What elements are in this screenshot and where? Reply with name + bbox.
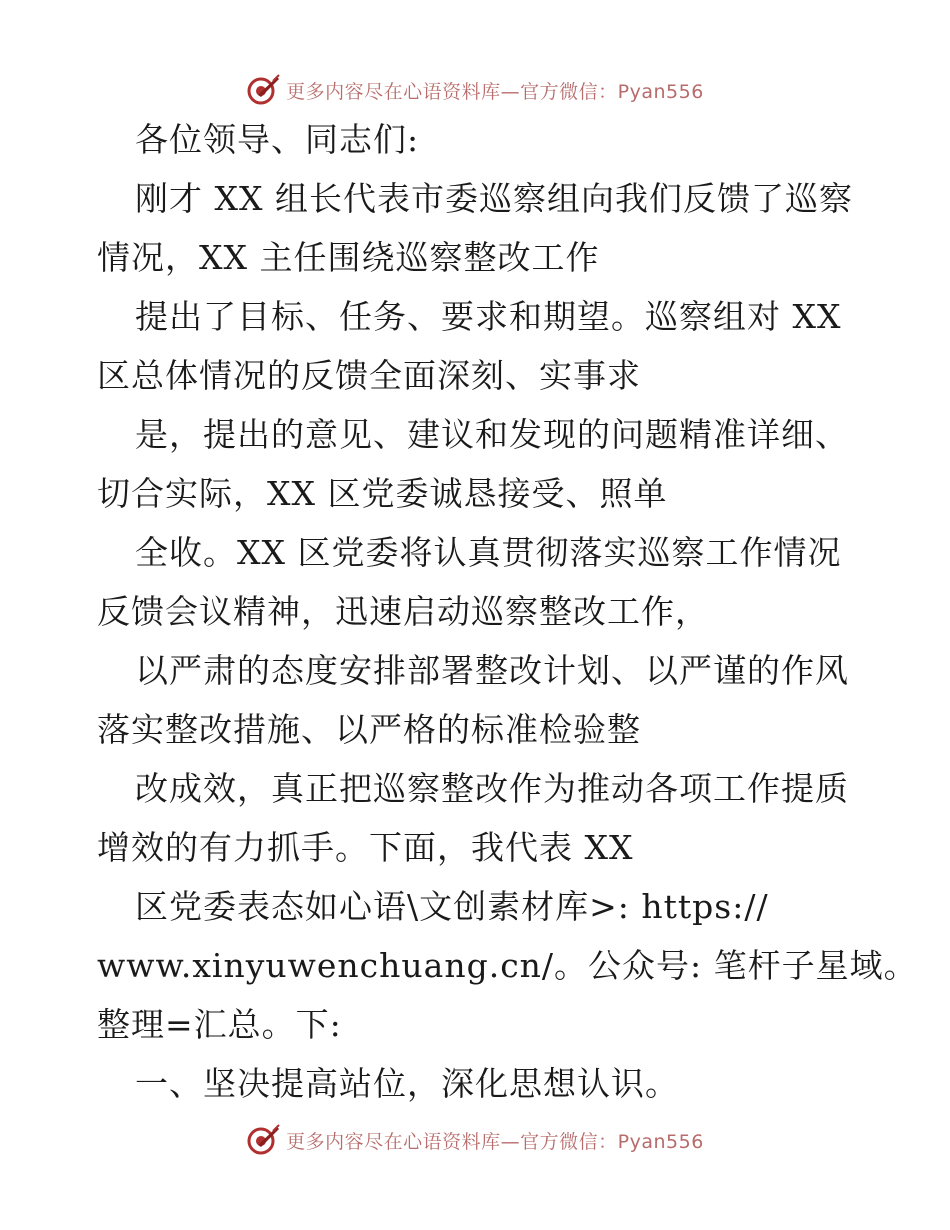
paragraph-line: 以严肃的态度安排部署整改计划、以严谨的作风 (135, 651, 849, 690)
header-watermark (0, 70, 950, 110)
paragraph-line: 提出了目标、任务、要求和期望。巡察组对 XX (135, 297, 842, 336)
paragraph-line: 改成效，真正把巡察整改作为推动各项工作提质 (135, 769, 849, 808)
quill-circle-logo-icon (246, 1123, 280, 1157)
paragraph-line: 区总体情况的反馈全面深刻、实事求 (97, 356, 641, 395)
header-watermark-text: 更多内容尽在心语资料库—官方微信：Pyan556 (286, 80, 704, 103)
paragraph-line: www.xinyuwenchuang.cn/。公众号: 笔杆子星域。 (97, 946, 918, 985)
paragraph-line: 刚才 XX 组长代表市委巡察组向我们反馈了巡察 (135, 179, 853, 218)
footer-watermark (0, 1120, 950, 1160)
paragraph-line: 区党委表态如心语\文创素材库>: https:// (135, 887, 769, 926)
paragraph-line: 增效的有力抓手。下面，我代表 XX (97, 828, 634, 867)
section-heading: 一、坚决提高站位，深化思想认识。 (135, 1064, 679, 1103)
paragraph-line: 全收。XX 区党委将认真贯彻落实巡察工作情况 (135, 533, 842, 572)
paragraph-line: 落实整改措施、以严格的标准检验整 (97, 710, 641, 749)
paragraph-line: 是，提出的意见、建议和发现的问题精准详细、 (135, 415, 849, 454)
quill-circle-logo-icon (246, 73, 280, 107)
paragraph-line: 情况，XX 主任围绕巡察整改工作 (97, 238, 600, 277)
paragraph-line: 反馈会议精神，迅速启动巡察整改工作， (97, 592, 709, 631)
paragraph-line: 整理=汇总。下: (97, 1005, 342, 1044)
footer-watermark-text: 更多内容尽在心语资料库—官方微信：Pyan556 (286, 1130, 704, 1153)
paragraph-line: 切合实际，XX 区党委诚恳接受、照单 (97, 474, 668, 513)
salutation-line: 各位领导、同志们: (135, 120, 420, 159)
